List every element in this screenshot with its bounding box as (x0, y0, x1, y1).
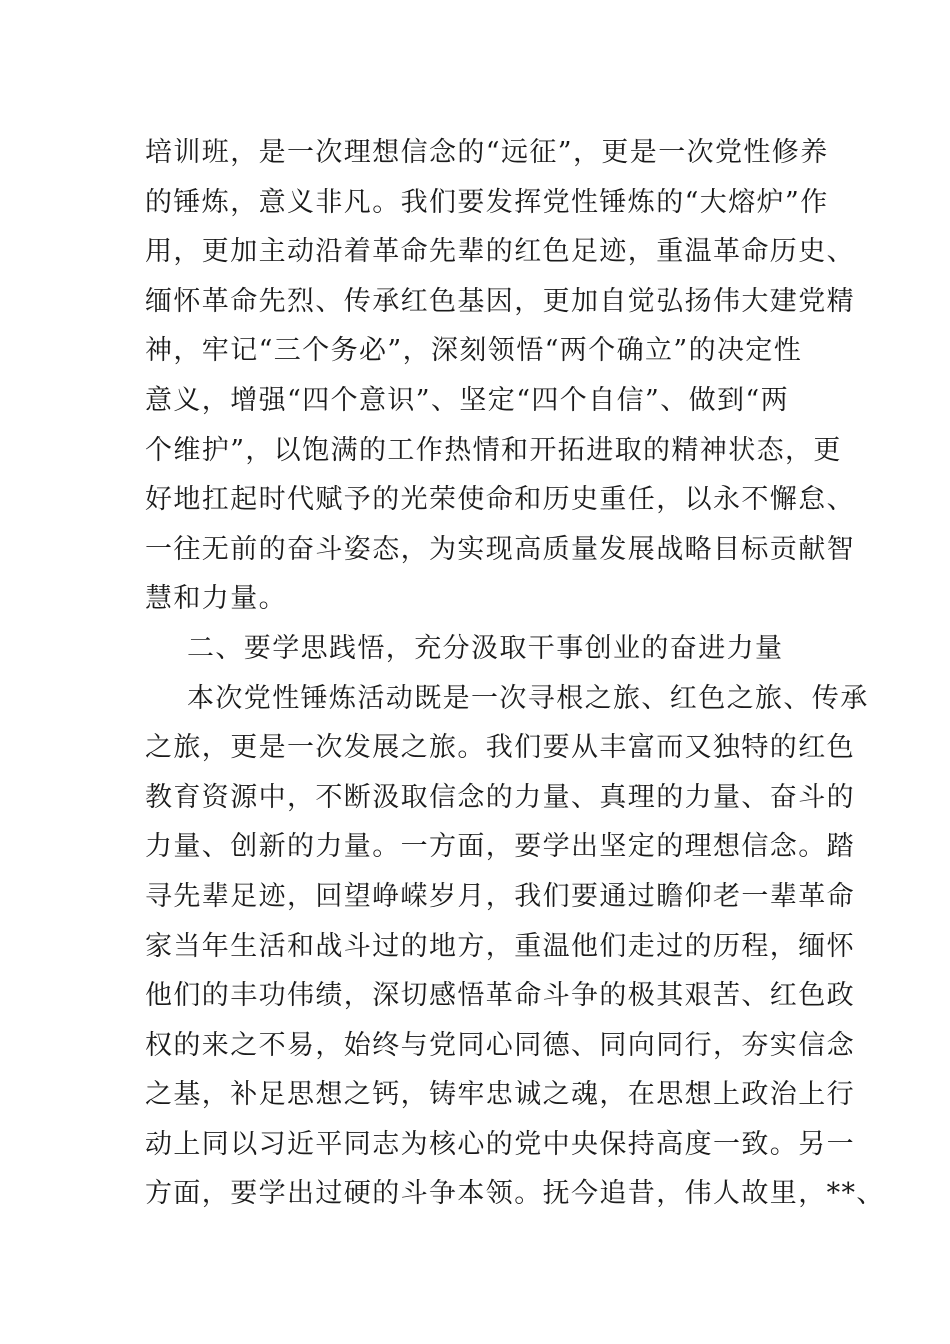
paragraph-2-line-1: 本次党性锤炼活动既是一次寻根之旅、红色之旅、传承 (187, 682, 869, 714)
paragraph-1-line-8: 好地扛起时代赋予的光荣使命和历史重任，以永不懈怠、 (145, 484, 855, 516)
paragraph-2-line-5: 寻先辈足迹，回望峥嵘岁月，我们要通过瞻仰老一辈革命 (145, 880, 855, 912)
paragraph-1-line-4: 缅怀革命先烈、传承红色基因，更加自觉弘扬伟大建党精 (145, 285, 855, 317)
paragraph-1-line-6: 意义，增强“四个意识”、坚定“四个自信”、做到“两 (145, 384, 790, 416)
paragraph-2-line-3: 教育资源中，不断汲取信念的力量、真理的力量、奋斗的 (145, 781, 855, 813)
paragraph-2-line-11: 方面，要学出过硬的斗争本领。抚今追昔，伟人故里，**、 (145, 1178, 885, 1210)
paragraph-1-line-10: 慧和力量。 (145, 583, 287, 615)
paragraph-2-line-2: 之旅，更是一次发展之旅。我们要从丰富而又独特的红色 (145, 732, 855, 764)
paragraph-1-line-5: 神，牢记“三个务必”，深刻领悟“两个确立”的决定性 (145, 335, 803, 367)
paragraph-1-line-3: 用，更加主动沿着革命先辈的红色足迹，重温革命历史、 (145, 236, 855, 268)
paragraph-2-line-8: 权的来之不易，始终与党同心同德、同向同行，夯实信念 (145, 1029, 855, 1061)
document-body (145, 128, 885, 1219)
paragraph-1-line-9: 一往无前的奋斗姿态，为实现高质量发展战略目标贡献智 (145, 533, 855, 565)
paragraph-2-line-6: 家当年生活和战斗过的地方，重温他们走过的历程，缅怀 (145, 930, 855, 962)
paragraph-2-line-4: 力量、创新的力量。一方面，要学出坚定的理想信念。踏 (145, 831, 855, 863)
paragraph-2-line-10: 动上同以习近平同志为核心的党中央保持高度一致。另一 (145, 1128, 855, 1160)
paragraph-2-line-7: 他们的丰功伟绩，深切感悟革命斗争的极其艰苦、红色政 (145, 980, 855, 1012)
paragraph-1-line-7: 个维护”，以饱满的工作热情和开拓进取的精神状态，更 (145, 434, 842, 466)
section-heading: 二、要学思践悟，充分汲取干事创业的奋进力量 (187, 632, 784, 664)
paragraph-2-line-9: 之基，补足思想之钙，铸牢忠诚之魂，在思想上政治上行 (145, 1079, 855, 1111)
paragraph-1-line-1: 培训班，是一次理想信念的“远征”，更是一次党性修养 (145, 137, 829, 168)
paragraph-1-line-2: 的锤炼，意义非凡。我们要发挥党性锤炼的“大熔炉”作 (145, 186, 829, 218)
